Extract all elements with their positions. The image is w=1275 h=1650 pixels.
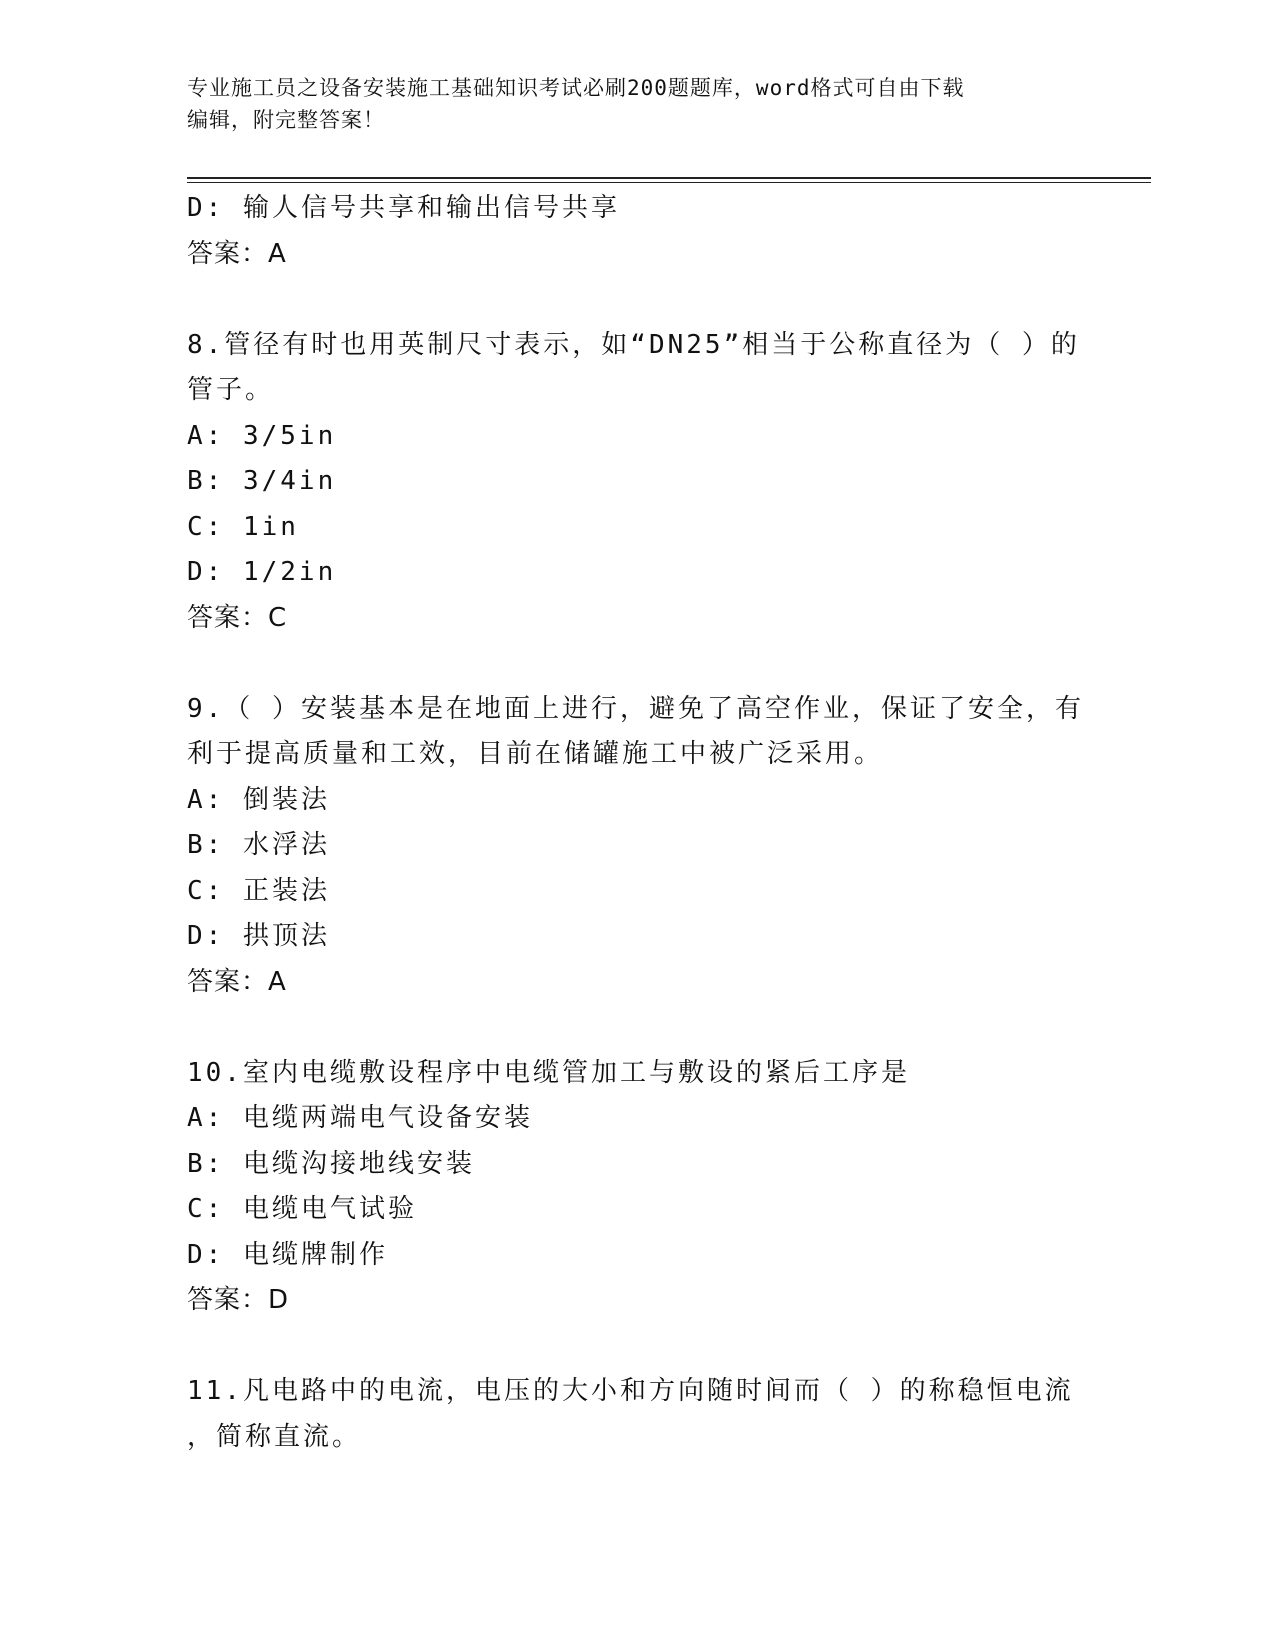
question-9: [187, 687, 1087, 1006]
question-11: [187, 1369, 1087, 1460]
option-d: D: 1/2in: [187, 557, 337, 587]
answer-line: 答案：A: [187, 966, 287, 997]
option-c: C: 正装法: [187, 875, 330, 906]
header-line-1: 专业施工员之设备安装施工基础知识考试必刷200题题库，word格式可自由下载: [187, 76, 965, 100]
question-stem-continued: 管子。: [187, 375, 275, 405]
spacer: [187, 1324, 1087, 1370]
question-stem-continued: ，简称直流。: [187, 1421, 362, 1452]
question-stem: 11.凡电路中的电流，电压的大小和方向随时间而（ ）的称稳恒电流: [187, 1376, 1074, 1406]
question-stem: 9.（ ）安装基本是在地面上进行，避免了高空作业，保证了安全，有: [187, 693, 1084, 724]
option-b: B: 水浮法: [187, 830, 330, 860]
option-c: C: 电缆电气试验: [187, 1194, 417, 1224]
document-header: [187, 72, 1087, 136]
answer-line: 答案：C: [187, 602, 288, 633]
spacer: [187, 1005, 1087, 1051]
answer-line: 答案：A: [187, 238, 287, 269]
header-line-2: 编辑，附完整答案！: [187, 108, 385, 132]
question-10: [187, 1051, 1087, 1324]
question-list: [187, 186, 1087, 1460]
option-a: A: 倒装法: [187, 784, 330, 815]
option-c: C: 1in: [187, 511, 299, 542]
question-stem: 8.管径有时也用英制尺寸表示，如“DN25”相当于公称直径为（ ）的: [187, 329, 1080, 360]
option-b: B: 电缆沟接地线安装: [187, 1148, 475, 1179]
option-d: D: 输人信号共享和输出信号共享: [187, 193, 620, 223]
option-b: B: 3/4in: [187, 466, 337, 496]
question-stem: 10.室内电缆敷设程序中电缆管加工与敷设的紧后工序是: [187, 1057, 910, 1088]
answer-line: 答案：D: [187, 1285, 290, 1315]
header-divider-thick: [187, 177, 1151, 179]
question-stem-continued: 利于提高质量和工效，目前在储罐施工中被广泛采用。: [187, 739, 884, 769]
spacer: [187, 277, 1087, 323]
spacer: [187, 641, 1087, 687]
option-d: D: 电缆牌制作: [187, 1239, 388, 1270]
option-a: A: 电缆两端电气设备安装: [187, 1103, 533, 1133]
question-8: [187, 323, 1087, 642]
option-d: D: 拱顶法: [187, 921, 330, 951]
option-a: A: 3/5in: [187, 420, 337, 451]
header-divider-thin: [187, 182, 1151, 183]
